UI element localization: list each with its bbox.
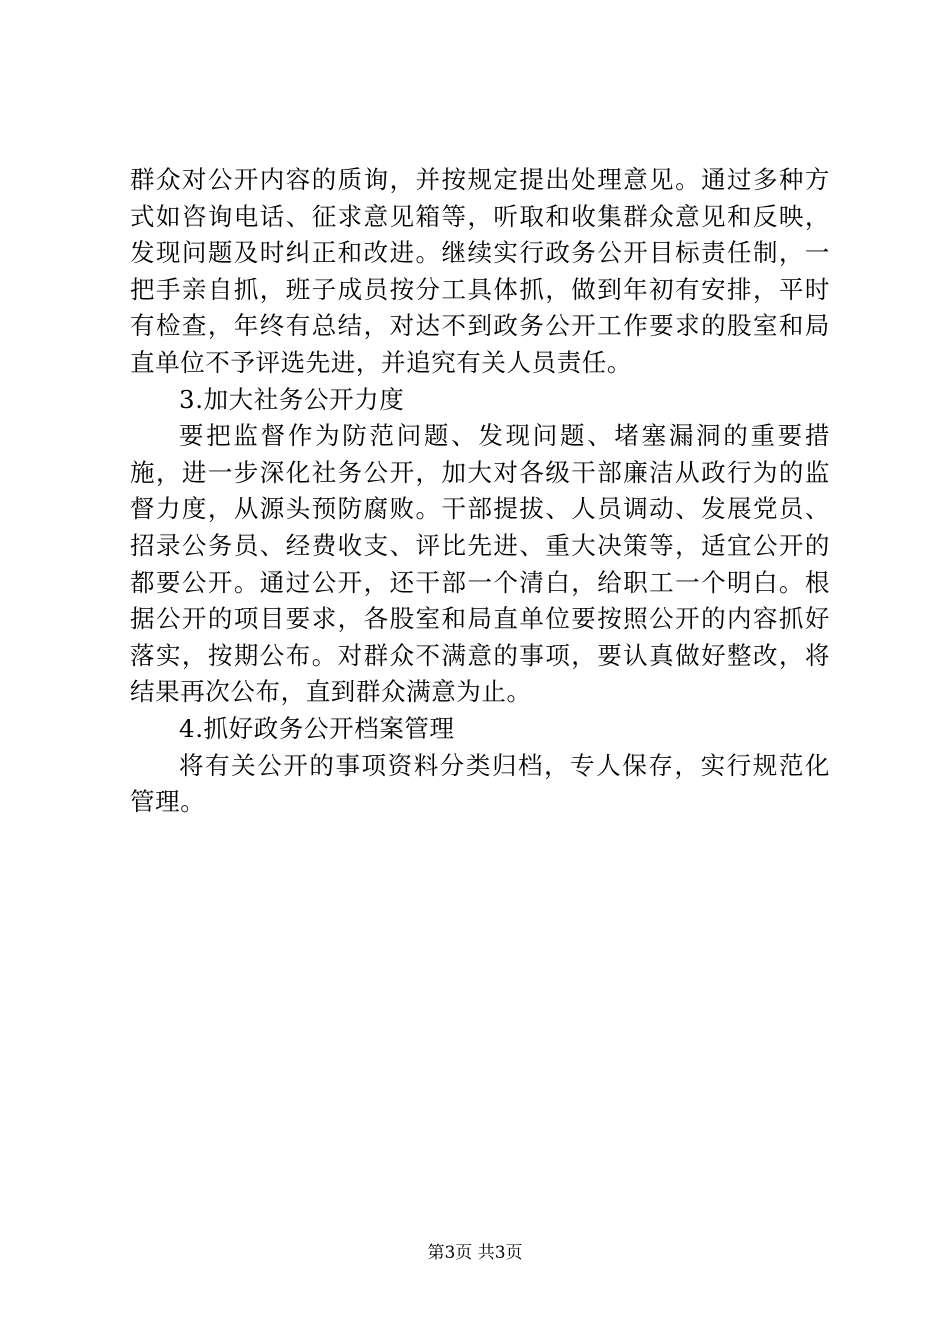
- section-heading-4: 4.抓好政务公开档案管理: [179, 713, 455, 743]
- page-number-footer: 第3页 共3页: [427, 1243, 523, 1263]
- paragraph-continuation: 群众对公开内容的质询，并按规定提出处理意见。通过多种方式如咨询电话、征求意见箱等，听取和收集群众意见和反映，发现问题及时纠正和改进。继续实行政务公开目标责任制，一把手亲自抓，班子成员按分工具体抓，做到年初有安排，平时有检查，年终有总结，对达不到政务公开工作要求的股室和局直单位不予评选先进，并追究有关人员责任。: [130, 165, 830, 377]
- paragraph-social-disclosure: 要把监督作为防范问题、发现问题、堵塞漏洞的重要措施，进一步深化社务公开，加大对各级干部廉洁从政行为的监督力度，从源头预防腐败。干部提拔、人员调动、发展党员、招录公务员、经费收支、评比先进、重大决策等，适宜公开的都要公开。通过公开，还干部一个清白，给职工一个明白。根据公开的项目要求，各股室和局直单位要按照公开的内容抓好落实，按期公布。对群众不满意的事项，要认真做好整改，将结果再次公布，直到群众满意为止。: [130, 421, 830, 707]
- paragraph-archive-management: 将有关公开的事项资料分类归档，专人保存，实行规范化管理。: [130, 750, 830, 817]
- document-body: [130, 162, 830, 821]
- section-heading-3: 3.加大社务公开力度: [179, 384, 405, 414]
